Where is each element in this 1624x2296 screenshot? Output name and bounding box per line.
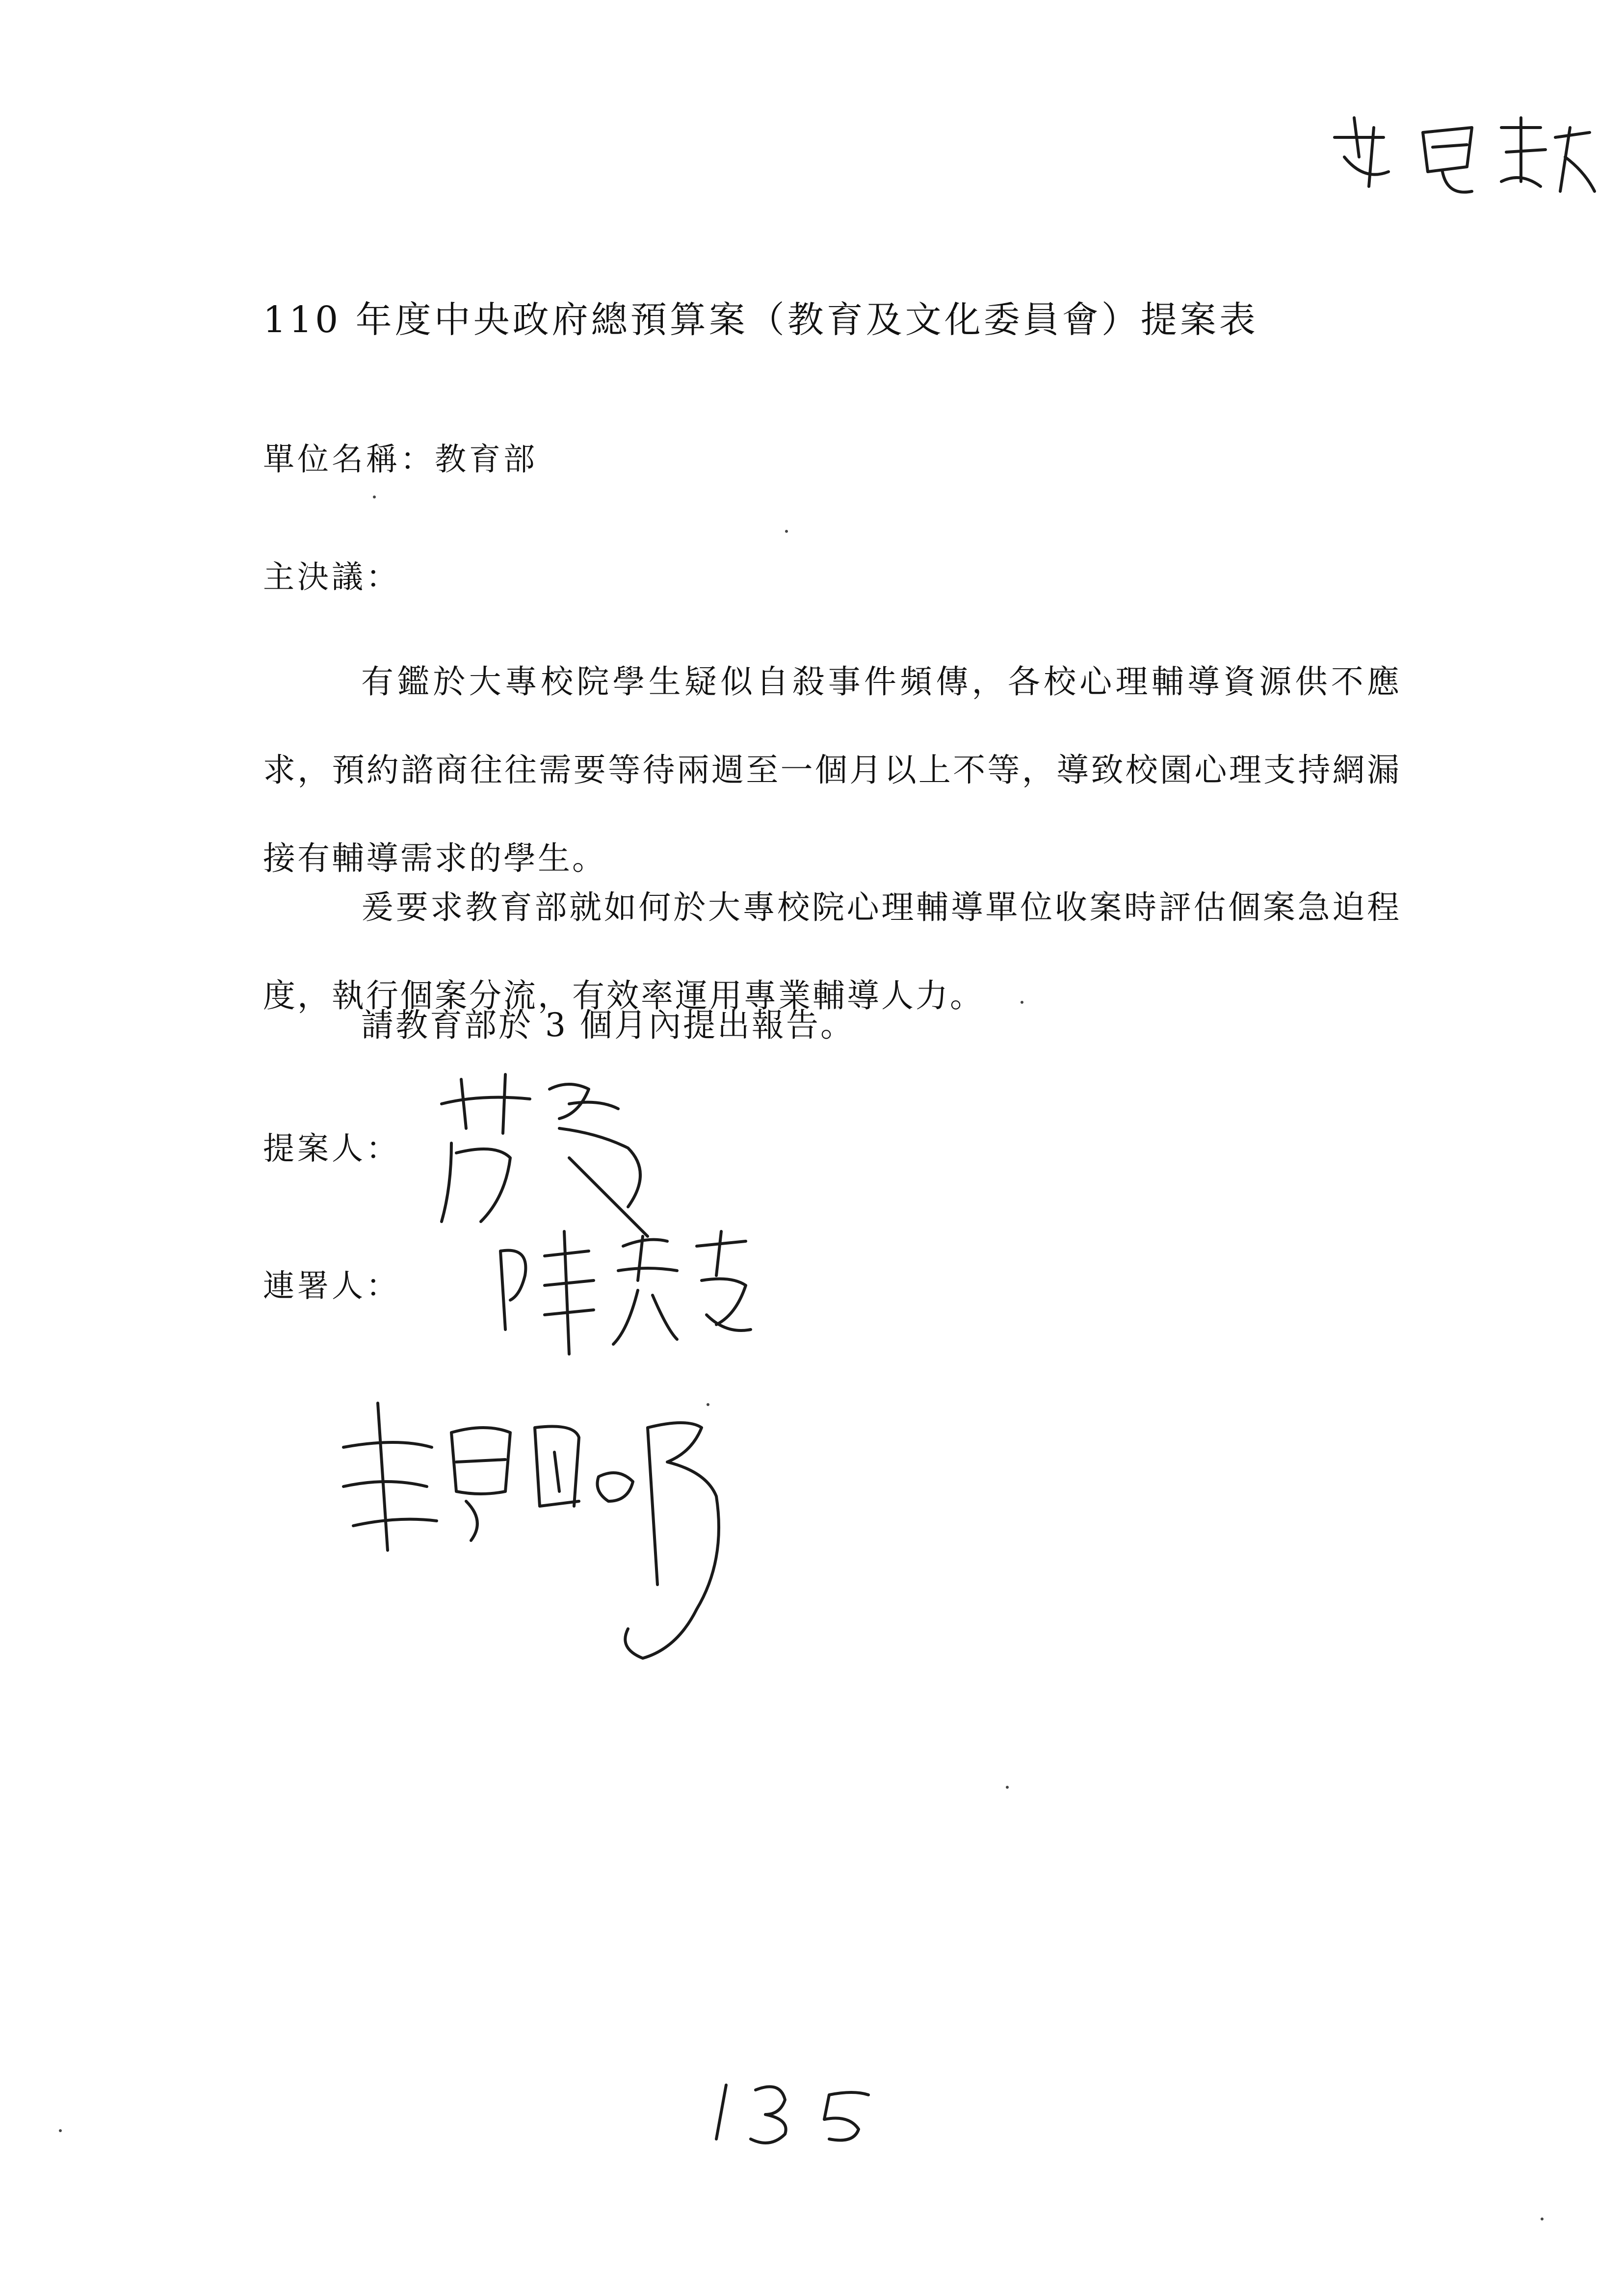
scan-speck <box>707 1403 709 1406</box>
scan-speck <box>1006 1786 1009 1789</box>
page-number-mark <box>707 2070 883 2149</box>
cosigner-signature-2 <box>324 1374 765 1678</box>
resolution-label: 主決議： <box>263 559 400 596</box>
scan-speck <box>59 2129 62 2132</box>
corner-handwritten-note <box>1325 98 1599 206</box>
resolution-paragraph-1: 有鑑於大專校院學生疑似自殺事件頻傳，各校心理輔導資源供不應求，預約諮商往往需要等待兩週至一個月以上不等，導致校園心理支持網漏接有輔導需求的學生。 <box>263 663 1401 877</box>
resolution-paragraph-3: 請教育部於 3 個月內提出報告。 <box>361 1006 855 1044</box>
scan-speck <box>785 530 788 533</box>
unit-name-label: 單位名稱：教育部 <box>263 442 538 478</box>
resolution-paragraph-2: 爰要求教育部就如何於大專校院心理輔導單位收案時評估個案急迫程度，執行個案分流，有效率運用專業輔導人力。 <box>263 888 1401 1015</box>
scan-speck <box>1021 1001 1023 1004</box>
proposer-label: 提案人： <box>263 1131 400 1167</box>
scan-speck <box>1541 2218 1544 2220</box>
cosigner-signature-1 <box>491 1217 765 1364</box>
page-title: 110 年度中央政府總預算案（教育及文化委員會）提案表 <box>263 299 1258 341</box>
cosigner-label: 連署人： <box>263 1268 400 1305</box>
scan-speck <box>373 496 376 498</box>
